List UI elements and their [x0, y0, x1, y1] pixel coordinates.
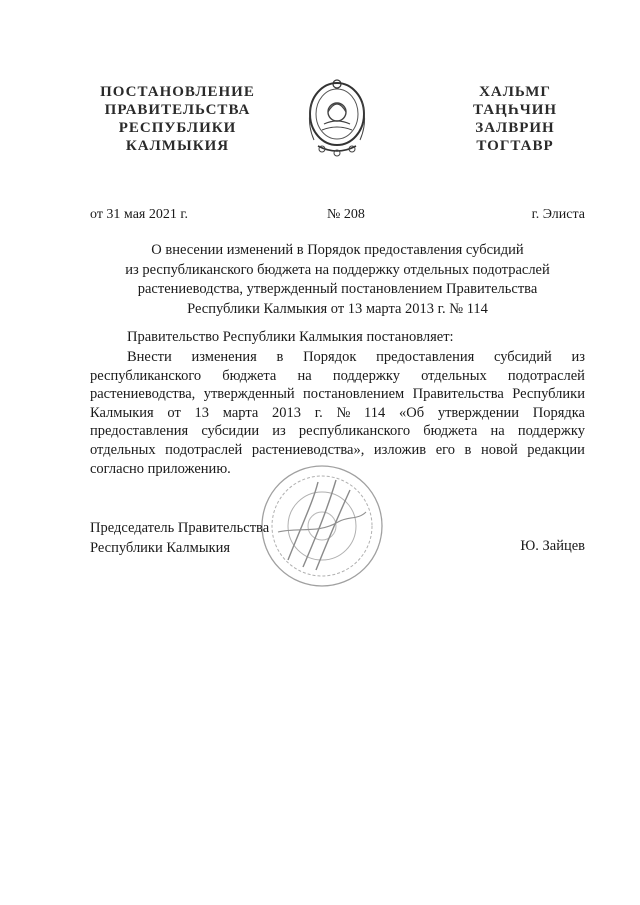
body-word: его	[435, 441, 455, 458]
coat-of-arms-emblem	[300, 72, 374, 162]
body-word: в	[464, 441, 472, 458]
body-word: 13	[194, 404, 210, 421]
body-word: изменения	[191, 349, 257, 365]
header-left-line: ПОСТАНОВЛЕНИЕ	[100, 84, 255, 100]
document-title	[90, 241, 585, 319]
body-word: предоставления	[90, 423, 189, 440]
title-line: из республиканского бюджета на поддержку отдельных подотраслей	[125, 261, 550, 278]
signature-position-line: Председатель Правительства	[90, 520, 270, 536]
body-word: на	[490, 423, 505, 440]
document-city: г. Элиста	[531, 207, 585, 222]
body-word: поддержку	[332, 367, 400, 384]
body-word: Порядок	[303, 349, 357, 365]
body-line: согласно приложению.	[90, 460, 231, 477]
body-word: 2013	[272, 404, 302, 421]
body-word: г.	[314, 404, 323, 421]
header-left-line: РЕСПУБЛИКИ	[118, 120, 237, 136]
body-line	[90, 422, 585, 441]
body-word: отдельных	[421, 367, 487, 384]
body-word: №	[336, 404, 351, 421]
official-stamp	[258, 462, 386, 590]
body-word: республиканского	[90, 367, 202, 384]
document-date: от 31 мая 2021 г.	[90, 207, 189, 222]
body-line	[90, 348, 585, 367]
document-number: № 208	[327, 207, 365, 222]
body-word: от	[167, 404, 181, 421]
body-word: из	[272, 423, 286, 440]
body-word: Республики	[512, 386, 585, 403]
body-word: отдельных	[90, 441, 156, 458]
header-right-line: ЗАЛВРИН	[475, 120, 555, 136]
body-word: республиканского	[298, 423, 411, 440]
body-line	[90, 385, 585, 404]
title-line: Республики Калмыкия от 13 марта 2013 г. № 114	[187, 300, 488, 317]
signature-position-line: Республики Калмыкия	[90, 539, 231, 556]
body-word: редакции	[527, 441, 585, 458]
body-word: Калмыкия	[90, 404, 154, 421]
body-word: марта	[222, 404, 259, 421]
header-right	[445, 83, 585, 155]
body-word: субсидий	[493, 349, 552, 365]
header-left	[95, 83, 260, 155]
body-word: новой	[480, 441, 518, 458]
body-word: утвержденный	[203, 386, 295, 403]
header-left-line: ПРАВИТЕЛЬСТВА	[104, 102, 251, 118]
signature-name: Ю. Зайцев	[520, 538, 585, 554]
body-word: утверждении	[437, 404, 519, 421]
body-word: на	[297, 367, 312, 384]
body-word: растениеводства,	[90, 386, 196, 403]
body-word: Внести	[127, 349, 172, 365]
body-word: бюджета	[423, 423, 478, 440]
body-word: из	[571, 349, 585, 365]
body-word: Порядка	[532, 404, 585, 421]
intro-paragraph: Правительство Республики Калмыкия постановляет:	[127, 329, 454, 345]
title-line: О внесении изменений в Порядок предоставления субсидий	[151, 242, 524, 258]
body-line	[90, 441, 585, 460]
body-line	[90, 367, 585, 386]
header-left-line: КАЛМЫКИЯ	[125, 138, 230, 154]
body-word: подотраслей	[165, 441, 243, 458]
header-right-line: ТАҢҺЧИН	[472, 102, 558, 118]
header-right-line: ТОГТАВР	[476, 138, 554, 154]
body-word: поддержку	[517, 423, 585, 440]
body-word: субсидии	[201, 423, 260, 440]
body-word: «Об	[398, 404, 425, 421]
body-word: предоставления	[376, 349, 475, 365]
header-right-line: ХАЛЬМГ	[479, 84, 551, 100]
title-line: растениеводства, утвержденный постановлением Правительства	[137, 281, 538, 297]
body-word: Правительства	[412, 386, 504, 403]
body-word: в	[276, 349, 284, 365]
body-word: изложив	[373, 441, 427, 458]
body-word: подотраслей	[507, 367, 585, 384]
body-word: растениеводства»,	[251, 441, 365, 458]
body-word: бюджета	[222, 367, 277, 384]
signature-position	[90, 519, 269, 558]
body-line	[90, 404, 585, 423]
body-word: 114	[364, 404, 386, 421]
body-word: постановлением	[302, 386, 405, 403]
body-paragraph	[90, 348, 585, 478]
